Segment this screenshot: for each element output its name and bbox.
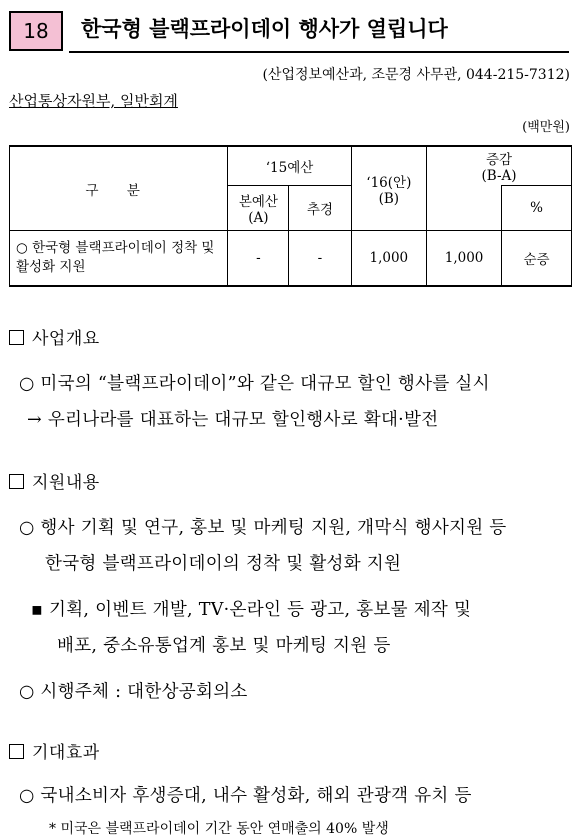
section-number-box: 18 <box>9 11 63 51</box>
col-pct-header: % <box>502 186 572 231</box>
row-item: ○ 한국형 블랙프라이데이 정착 및 활성화 지원 <box>10 231 228 287</box>
square-bullet-icon <box>9 330 24 345</box>
row-pct: 순증 <box>502 231 572 287</box>
support-line-4: 배포, 중소유통업계 홍보 및 마케팅 지원 등 <box>57 636 391 656</box>
support-line-5: ○ 시행주체 : 대한상공회의소 <box>19 682 248 702</box>
col-16-header: ‘16(안) (B) <box>351 146 426 231</box>
budget-table <box>9 145 572 287</box>
col-diff-header: 증감 (B-A) <box>427 146 572 186</box>
section-support <box>9 468 100 493</box>
section-title: 사업개요 <box>32 329 100 349</box>
department-label: 산업통상자원부, 일반회계 <box>9 92 178 110</box>
row-b16: 1,000 <box>351 231 426 287</box>
page-title: 한국형 블랙프라이데이 행사가 열립니다 <box>81 17 448 41</box>
overview-line-2: → 우리나라를 대표하는 대규모 할인행사로 확대·발전 <box>27 410 439 430</box>
effect-line-1: ○ 국내소비자 후생증대, 내수 활성화, 해외 관광객 유치 등 <box>19 786 472 806</box>
table-row <box>10 231 572 287</box>
support-line-2: 한국형 블랙프라이데이의 정착 및 활성화 지원 <box>45 554 402 574</box>
col-gubun-header: 구 분 <box>10 146 228 231</box>
row-diff: 1,000 <box>427 231 502 287</box>
support-line-1: ○ 행사 기획 및 연구, 홍보 및 마케팅 지원, 개막식 행사지원 등 <box>19 518 507 538</box>
section-title: 기대효과 <box>32 743 100 763</box>
title-row <box>9 11 569 53</box>
col-base-header: 본예산 (A) <box>228 186 289 231</box>
contact-info: (산업정보예산과, 조문경 사무관, 044-215-7312) <box>262 67 570 83</box>
col-15-header: ‘15예산 <box>228 146 351 186</box>
effect-note: * 미국은 블랙프라이데이 기간 동안 연매출의 40% 발생 <box>49 821 389 837</box>
support-line-3: ▪ 기획, 이벤트 개발, TV·온라인 등 광고, 홍보물 제작 및 <box>31 600 472 620</box>
section-effect <box>9 738 100 763</box>
row-base: - <box>228 231 289 287</box>
square-bullet-icon <box>9 474 24 489</box>
col-diff-blank <box>427 186 502 231</box>
col-supp-header: 추경 <box>289 186 351 231</box>
title-underline <box>69 51 569 53</box>
section-title: 지원내용 <box>32 473 100 493</box>
section-overview <box>9 324 100 349</box>
unit-label: (백만원) <box>522 120 570 135</box>
square-bullet-icon <box>9 744 24 759</box>
row-supp: - <box>289 231 351 287</box>
overview-line-1: ○ 미국의 “블랙프라이데이”와 같은 대규모 할인 행사를 실시 <box>19 374 490 394</box>
